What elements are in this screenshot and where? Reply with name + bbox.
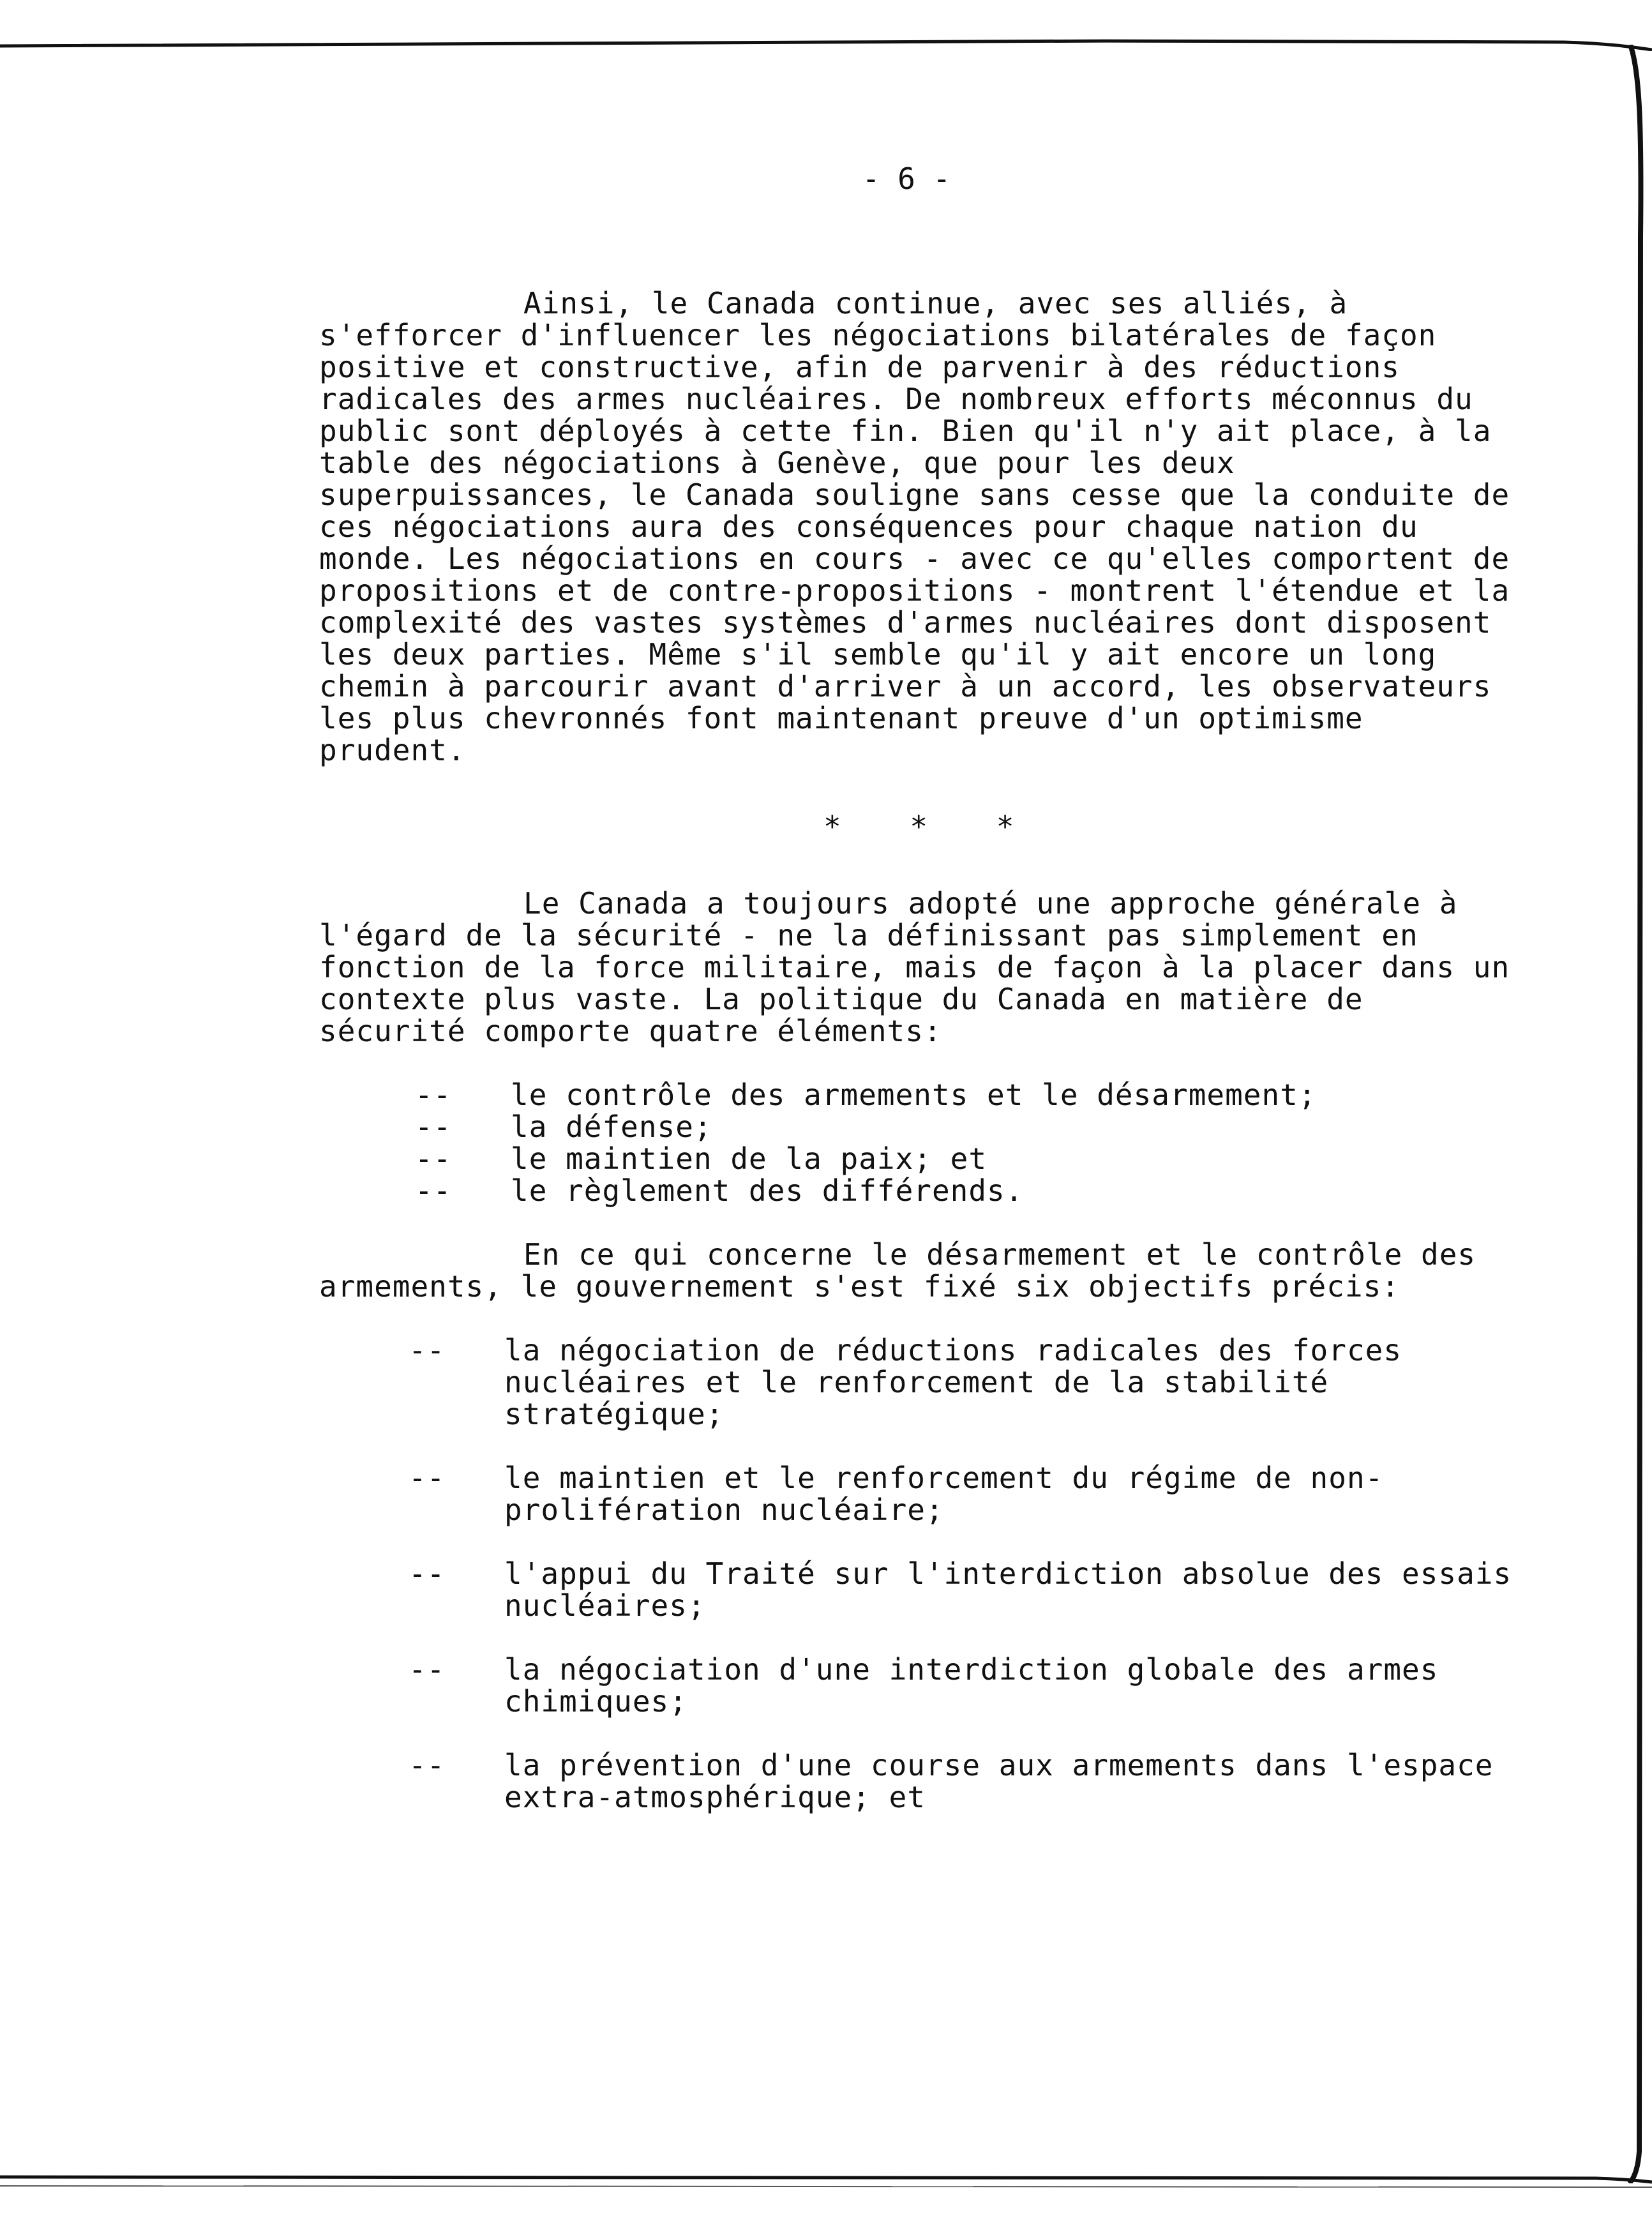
list-dash: --	[409, 1748, 446, 1782]
list-item	[319, 1143, 1519, 1175]
list-item	[319, 1462, 1519, 1526]
section-separator: * * *	[823, 809, 1040, 844]
list-dash: --	[415, 1173, 452, 1208]
list-item-text: le maintien de la paix; et	[511, 1141, 987, 1176]
list-item	[319, 1749, 1519, 1813]
list-item-text: le maintien et le renforcement du régime de non-prolifération nucléaire;	[504, 1461, 1384, 1527]
document-body	[319, 153, 1530, 1845]
right-border-line	[1626, 45, 1646, 2183]
list-item-text: la négociation de réductions radicales des forces nucléaires et le renforcement de la stabilité stratégique;	[504, 1333, 1420, 1431]
list-item-text: l'appui du Traité sur l'interdiction absolue des essais nucléaires;	[504, 1556, 1530, 1623]
list-dash: --	[409, 1461, 446, 1495]
list-item-text: le règlement des différends.	[511, 1173, 1024, 1208]
list-dash: --	[415, 1078, 452, 1112]
list-item-text: le contrôle des armements et le désarmement;	[511, 1078, 1317, 1112]
security-elements-list	[319, 1079, 1519, 1207]
objectives-list	[319, 1333, 1530, 1814]
list-item	[319, 1334, 1519, 1430]
list-dash: --	[409, 1333, 446, 1367]
list-dash: --	[409, 1652, 446, 1687]
list-item	[319, 1653, 1519, 1717]
paragraph-canada-allies: Ainsi, le Canada continue, avec ses alliés, à s'efforcer d'influencer les négociations bilatérales de façon positive et constructive, afin de parvenir à des réductions radicales des armes nucléaires. De nombreux efforts méconnus du public sont déployés à cette fin. Bien qu'il n'y ait place, à la table des négociations à Genève, que pour les deux superpuissances, le Canada souligne sans cesse que la conduite de ces négociations aura des conséquences pour chaque nation du monde. Les négociations en cours - avec ce qu'elles comportent de propositions et de contre-propositions - montrent l'étendue et la complexité des vastes systèmes d'armes nucléaires dont disposent les deux parties. Même s'il semble qu'il y ait encore un long chemin à parcourir avant d'arriver à un accord, les observateurs les plus chevronnés font maintenant preuve d'un optimisme prudent.	[319, 286, 1528, 767]
list-item-text: la négociation d'une interdiction globale des armes chimiques;	[504, 1652, 1457, 1719]
page-number: - 6 -	[862, 162, 951, 196]
paragraph-six-objectives: En ce qui concerne le désarmement et le contrôle des armements, le gouvernement s'est fixé six objectifs précis:	[319, 1237, 1494, 1304]
list-item	[319, 1079, 1519, 1111]
top-border-line	[0, 38, 1652, 51]
list-dash: --	[415, 1110, 452, 1144]
list-dash: --	[415, 1141, 452, 1176]
list-item	[319, 1111, 1519, 1143]
list-item	[319, 1556, 1530, 1623]
list-item-text: la prévention d'une course aux armements dans l'espace extra-atmosphérique; et	[504, 1748, 1512, 1814]
list-dash: --	[409, 1556, 446, 1591]
list-item	[319, 1175, 1519, 1207]
bottom-border-line	[0, 2171, 1652, 2190]
list-item-text: la défense;	[511, 1110, 712, 1144]
paragraph-security-approach: Le Canada a toujours adopté une approche générale à l'égard de la sécurité - ne la définissant pas simplement en fonction de la force militaire, mais de façon à la placer dans un contexte plus vaste. La politique du Canada en matière de sécurité comporte quatre éléments:	[319, 886, 1528, 1048]
